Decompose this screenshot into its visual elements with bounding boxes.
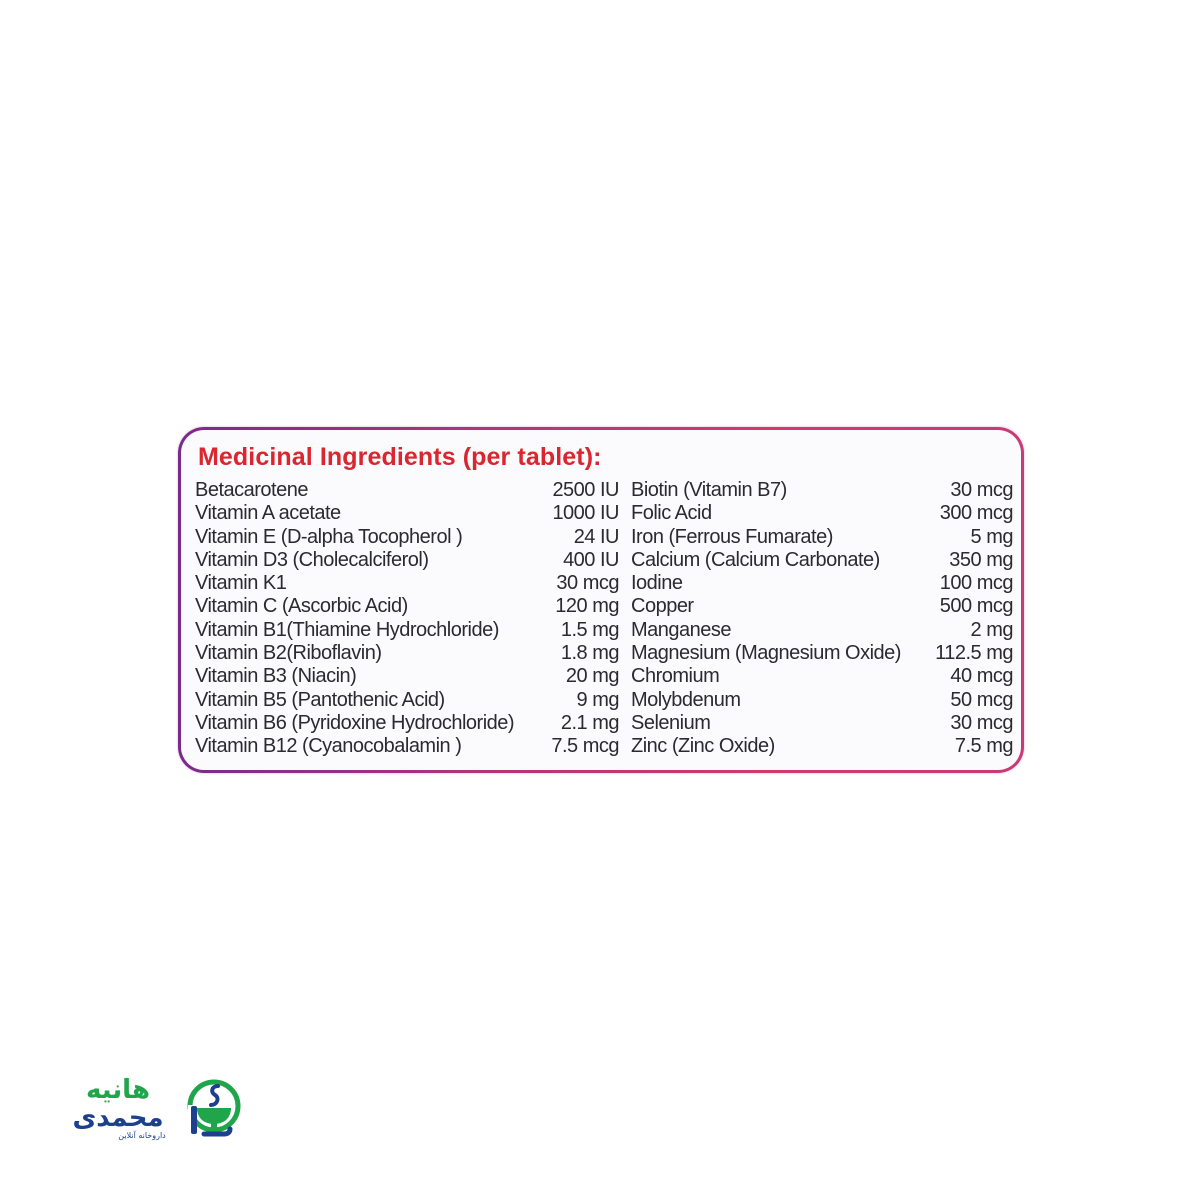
ingredient-row [631, 689, 1013, 712]
ingredient-row [195, 526, 619, 549]
ingredient-row [195, 595, 619, 618]
ingredient-amount: 350 mg [949, 548, 1013, 571]
ingredient-amount: 7.5 mcg [551, 735, 619, 758]
ingredient-name: Biotin (Vitamin B7) [631, 479, 787, 501]
ingredient-amount: 120 mg [555, 595, 619, 618]
ingredient-row [631, 479, 1013, 502]
ingredient-row [195, 572, 619, 595]
ingredient-row [631, 735, 1013, 758]
ingredient-row [195, 549, 619, 572]
ingredient-row [195, 712, 619, 735]
svg-text:هانیه: هانیه [86, 1075, 150, 1105]
ingredient-row [195, 619, 619, 642]
ingredient-amount: 300 mcg [939, 502, 1013, 525]
ingredient-amount: 30 mcg [950, 479, 1013, 501]
ingredient-row [195, 665, 619, 688]
ingredient-name: Vitamin B3 (Niacin) [195, 665, 357, 688]
ingredient-amount: 400 IU [563, 548, 619, 571]
ingredient-amount: 30 mcg [950, 711, 1013, 734]
ingredient-amount: 7.5 mg [954, 735, 1013, 758]
ingredient-amount: 40 mcg [950, 665, 1013, 688]
ingredient-row [631, 526, 1013, 549]
pharmacy-logo [58, 1072, 248, 1144]
ingredient-name: Magnesium (Magnesium Oxide) [631, 642, 901, 665]
ingredient-amount: 100 mcg [939, 572, 1013, 595]
ingredient-name: Iron (Ferrous Fumarate) [631, 525, 833, 548]
ingredient-amount: 9 mg [576, 688, 619, 711]
ingredient-name: Molybdenum [631, 688, 741, 711]
ingredient-row [195, 502, 619, 525]
ingredient-amount: 1000 IU [552, 502, 619, 525]
ingredient-amount: 2500 IU [552, 479, 619, 501]
ingredient-row [631, 712, 1013, 735]
ingredient-name: Folic Acid [631, 502, 712, 525]
ingredients-label [178, 427, 1024, 773]
ingredient-amount: 1.5 mg [560, 618, 619, 641]
ingredient-name: Selenium [631, 711, 711, 734]
ingredient-row [631, 665, 1013, 688]
ingredient-row [195, 689, 619, 712]
ingredient-row [195, 479, 619, 502]
svg-text:داروخانه آنلاین: داروخانه آنلاین [118, 1131, 166, 1140]
ingredient-name: Calcium (Calcium Carbonate) [631, 548, 880, 571]
ingredient-name: Vitamin B1(Thiamine Hydrochloride) [195, 618, 499, 641]
ingredient-row [631, 642, 1013, 665]
ingredient-name: Betacarotene [195, 479, 308, 501]
ingredient-name: Manganese [631, 618, 732, 641]
ingredient-amount: 30 mcg [556, 572, 619, 595]
ingredient-amount: 24 IU [573, 525, 619, 548]
ingredient-row [631, 502, 1013, 525]
ingredient-name: Vitamin B2(Riboflavin) [195, 642, 382, 665]
ingredient-name: Chromium [631, 665, 720, 688]
ingredient-amount: 2 mg [970, 618, 1013, 641]
pharmacy-emblem-icon [188, 1082, 238, 1135]
ingredient-amount: 20 mg [565, 665, 619, 688]
ingredient-name: Vitamin B6 (Pyridoxine Hydrochloride) [195, 711, 515, 734]
ingredients-left-column [195, 479, 619, 759]
ingredients-panel [181, 430, 1021, 770]
ingredient-amount: 500 mcg [939, 595, 1013, 618]
ingredient-amount: 112.5 mg [935, 642, 1013, 665]
ingredient-name: Vitamin D3 (Cholecalciferol) [195, 548, 429, 571]
ingredient-row [195, 735, 619, 758]
ingredient-name: Copper [631, 595, 694, 618]
ingredient-amount: 1.8 mg [560, 642, 619, 665]
ingredient-row [195, 642, 619, 665]
ingredient-name: Vitamin B5 (Pantothenic Acid) [195, 688, 445, 711]
ingredient-name: Iodine [631, 572, 683, 595]
ingredient-row [631, 595, 1013, 618]
ingredients-right-column [631, 479, 1013, 759]
label-title: Medicinal Ingredients (per tablet): [198, 443, 602, 471]
ingredient-row [631, 572, 1013, 595]
ingredient-amount: 2.1 mg [560, 711, 619, 734]
ingredient-name: Vitamin C (Ascorbic Acid) [195, 595, 408, 618]
svg-text:محمدی: محمدی [72, 1103, 164, 1133]
ingredient-amount: 5 mg [970, 525, 1013, 548]
ingredient-name: Vitamin K1 [195, 572, 287, 595]
ingredient-row [631, 619, 1013, 642]
ingredient-row [631, 549, 1013, 572]
ingredient-amount: 50 mcg [950, 688, 1013, 711]
ingredient-name: Zinc (Zinc Oxide) [631, 735, 775, 758]
ingredient-name: Vitamin A acetate [195, 502, 341, 525]
ingredient-name: Vitamin B12 (Cyanocobalamin ) [195, 735, 462, 758]
ingredient-name: Vitamin E (D-alpha Tocopherol ) [195, 525, 463, 548]
